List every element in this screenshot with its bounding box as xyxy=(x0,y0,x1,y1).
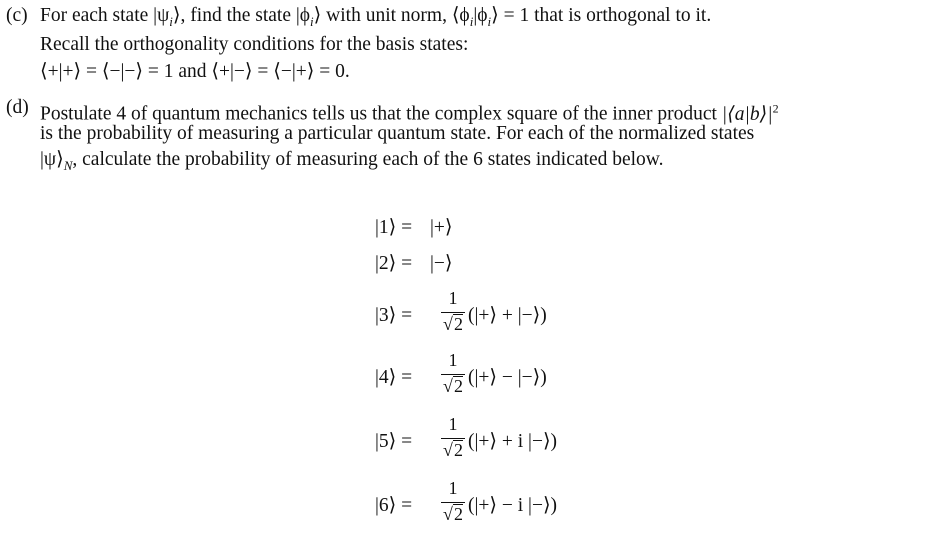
state-1-lhs: |1⟩ = xyxy=(375,217,413,238)
part-c-text-b: , find the state xyxy=(180,5,291,26)
state-5-rhs: (|+⟩ + i |−⟩) xyxy=(468,431,558,452)
part-c-text-d: that is orthogonal to it. xyxy=(534,5,712,26)
phi-i-inner-product: $⟨\phi_i|\phi_i⟩ = 1$ xyxy=(451,5,530,29)
part-d-line-2 xyxy=(40,122,754,146)
part-d-line-3 xyxy=(40,148,664,178)
part-c-line-3 xyxy=(40,60,350,84)
state-6-numerator: 1 xyxy=(448,478,458,498)
sqrt-icon: √ xyxy=(443,314,453,334)
state-equation-3 xyxy=(375,288,635,344)
state-6-rhs: (|+⟩ − i |−⟩) xyxy=(468,495,558,516)
state-equation-5 xyxy=(375,414,635,470)
psi-i-ket: $|\psi_i⟩$ xyxy=(153,5,181,29)
state-3-numerator: 1 xyxy=(448,288,458,308)
inner-product-squared: $|⟨a|b⟩|^2$ xyxy=(721,101,779,125)
state-6-denominator: √2 xyxy=(443,504,463,524)
state-4-lhs: |4⟩ = xyxy=(375,367,413,388)
part-c-label: (c) xyxy=(6,5,28,26)
psi-n-ket: $|\psi⟩_N$ xyxy=(40,149,73,173)
phi-i-ket: $|\phi_i⟩$ xyxy=(295,5,322,29)
and-text: and xyxy=(178,61,207,82)
part-d-label: (d) xyxy=(6,97,29,118)
state-3-lhs: |3⟩ = xyxy=(375,305,413,326)
state-1-rhs: |+⟩ xyxy=(430,217,453,238)
state-6-lhs: |6⟩ = xyxy=(375,495,413,516)
orthonormal-condition-2: ⟨+|−⟩ = ⟨−|+⟩ = 0. xyxy=(211,61,350,82)
sqrt-icon: √ xyxy=(443,440,453,460)
state-3-denominator: √2 xyxy=(443,314,463,334)
sqrt-icon: √ xyxy=(443,376,453,396)
part-d-text-c: , calculate the probability of measuring each of the 6 states indicated below. xyxy=(72,149,664,170)
state-equation-6 xyxy=(375,478,635,534)
state-5-denominator: √2 xyxy=(443,440,463,460)
state-5-lhs: |5⟩ = xyxy=(375,431,413,452)
state-equation-4 xyxy=(375,350,635,406)
state-4-denominator: √2 xyxy=(443,376,463,396)
part-c-text-c: with unit norm, xyxy=(326,5,447,26)
part-d-text-b: is the probability of measuring a particular quantum state. For each of the normalized states xyxy=(40,123,755,144)
part-d-text-a: Postulate 4 of quantum mechanics tells us that the complex square of the inner product xyxy=(40,103,717,125)
state-5-numerator: 1 xyxy=(448,414,458,434)
state-4-numerator: 1 xyxy=(448,350,458,370)
state-3-rhs: (|+⟩ + |−⟩) xyxy=(468,305,547,326)
part-c-line-1-text xyxy=(40,4,711,34)
state-2-rhs: |−⟩ xyxy=(430,253,453,274)
part-c-recall-text: Recall the orthogonality conditions for the basis states: xyxy=(40,34,469,55)
state-4-rhs: (|+⟩ − |−⟩) xyxy=(468,367,547,388)
orthonormal-condition-1: ⟨+|+⟩ = ⟨−|−⟩ = 1 xyxy=(40,61,174,82)
part-c-text-a: For each state xyxy=(40,5,149,26)
part-c-line-2 xyxy=(40,33,468,57)
state-2-lhs: |2⟩ = xyxy=(375,253,413,274)
sqrt-icon: √ xyxy=(443,504,453,524)
